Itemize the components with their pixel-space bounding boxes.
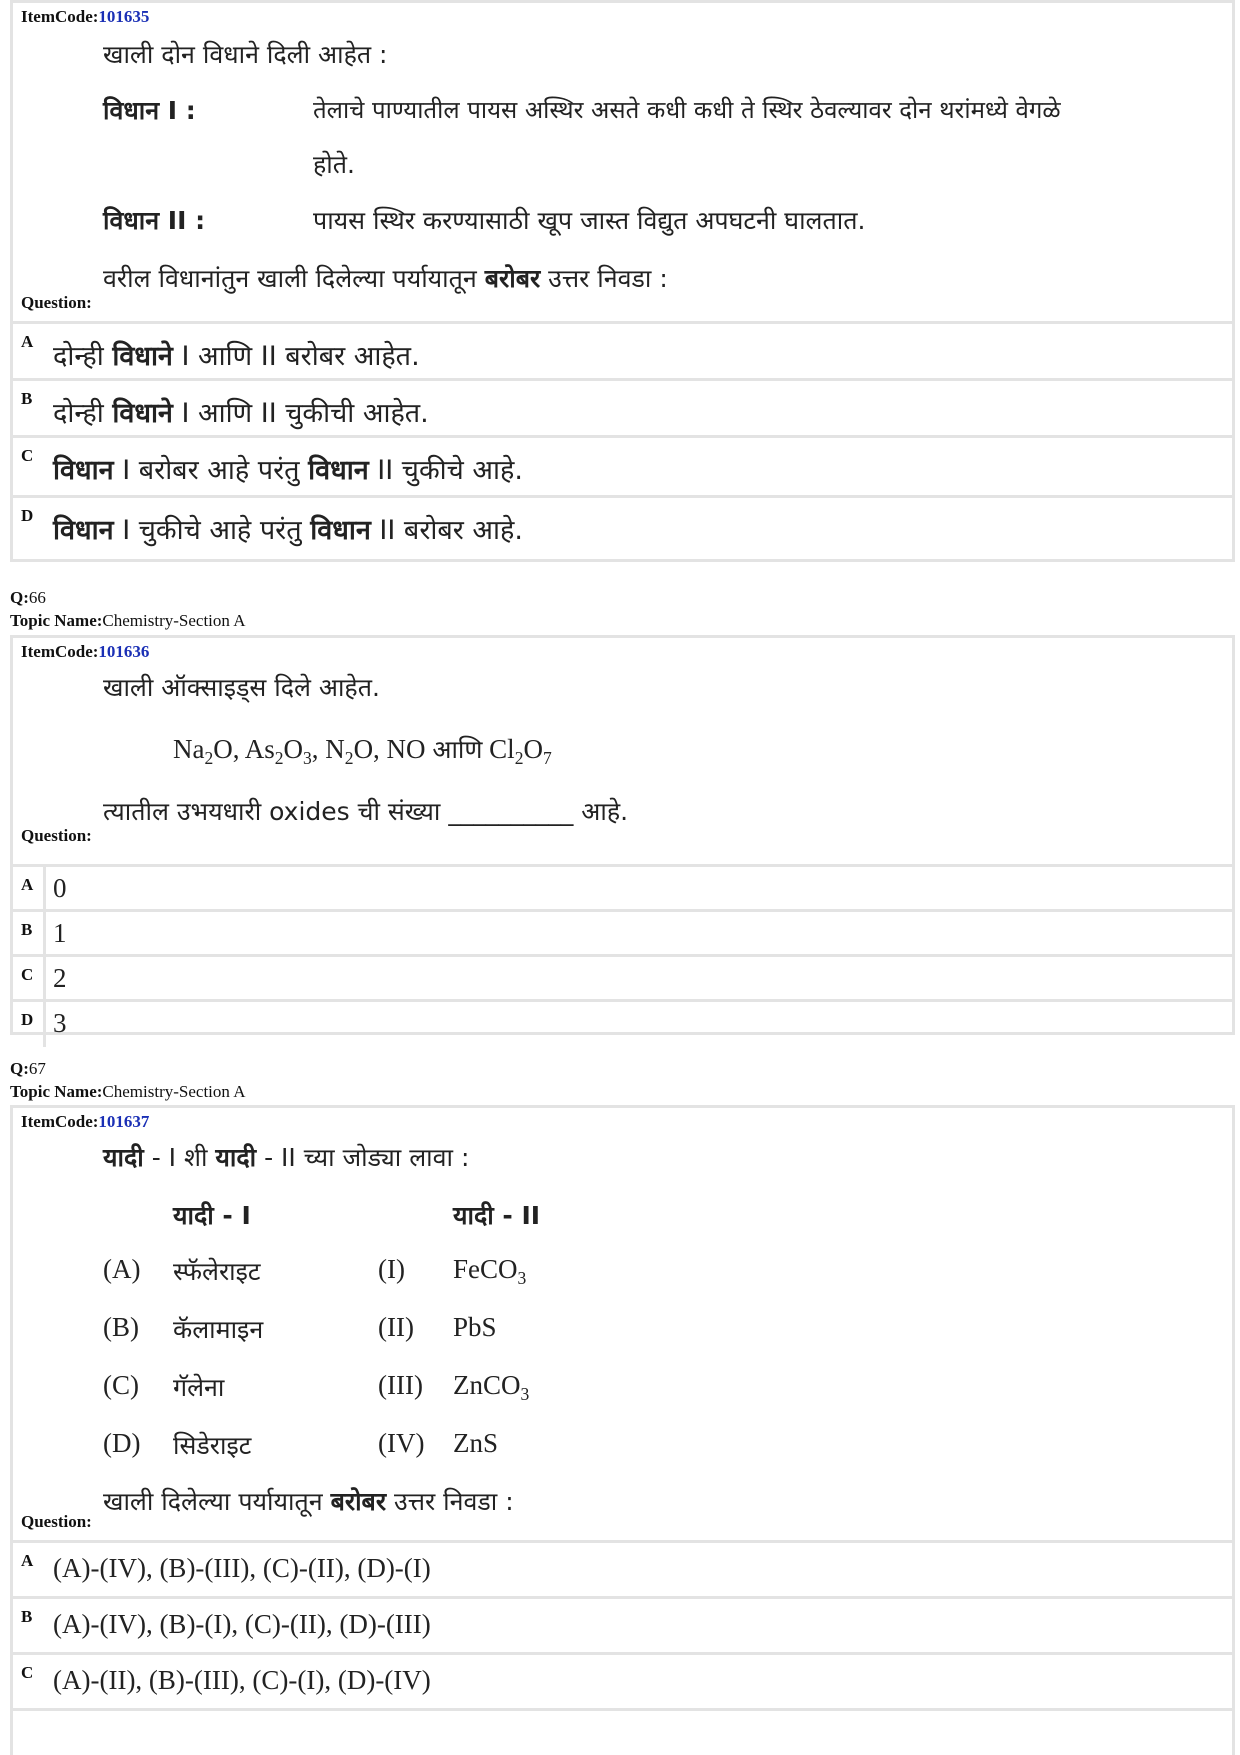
itemcode: ItemCode:101637 xyxy=(21,1112,150,1131)
intro-text: खाली दोन विधाने दिली आहेत : xyxy=(103,40,388,69)
list-2-item-3: ZnCO$_3$ xyxy=(453,1370,530,1404)
question-body xyxy=(13,1134,1232,1540)
itemcode: ItemCode:101635 xyxy=(21,7,150,26)
options-list xyxy=(13,864,1232,1047)
list-2-item-2: PbS xyxy=(453,1312,497,1342)
question-label: Question: xyxy=(21,826,92,845)
itemcode: ItemCode:101636 xyxy=(21,642,150,661)
list-2-label-3: (III) xyxy=(378,1370,423,1400)
option-c[interactable]: C विधान I बरोबर आहे परंतु विधान II चुकीचे आहे. xyxy=(13,438,1232,498)
list-1-label-a: (A) xyxy=(103,1254,141,1284)
itemcode-value: 101636 xyxy=(98,642,150,661)
question-text: खाली दिलेल्या पर्यायातून बरोबर उत्तर निवडा : xyxy=(103,1487,514,1516)
list-2-label-1: (I) xyxy=(378,1254,405,1284)
question-number-66: Q:66 xyxy=(10,588,46,607)
option-c[interactable]: C (A)-(II), (B)-(III), (C)-(I), (D)-(IV) xyxy=(13,1655,1232,1711)
oxides-list: $Na_2O$, $As_2O_3$, $N_2O$, NO आणि $Cl_2O_7$ xyxy=(173,734,552,768)
options-list xyxy=(13,1540,1232,1711)
topic-name-66: Topic Name:Chemistry-Section A xyxy=(10,611,246,630)
list-1-item-b: कॅलामाइन xyxy=(173,1315,264,1344)
option-a[interactable]: A दोन्ही विधाने I आणि II बरोबर आहेत. xyxy=(13,324,1232,381)
list-2-label-4: (IV) xyxy=(378,1428,425,1458)
statement-1-label: विधान I : xyxy=(103,96,196,125)
list-1-item-a: स्फॅलेराइट xyxy=(173,1257,261,1286)
list-2-heading: यादी - II xyxy=(453,1201,541,1230)
question-card-67 xyxy=(10,1105,1235,1755)
question-label: Question: xyxy=(21,293,92,312)
question-card-65 xyxy=(10,0,1235,562)
options-list xyxy=(13,321,1232,558)
statement-2-label: विधान II : xyxy=(103,206,206,235)
option-b[interactable]: B 1 xyxy=(13,912,1232,957)
list-1-label-b: (B) xyxy=(103,1312,139,1342)
statement-1-text-cont: होते. xyxy=(313,150,355,179)
list-2-label-2: (II) xyxy=(378,1312,414,1342)
list-1-item-c: गॅलेना xyxy=(173,1373,225,1402)
option-a[interactable]: A (A)-(IV), (B)-(III), (C)-(II), (D)-(I) xyxy=(13,1543,1232,1599)
intro-text: यादी - I शी यादी - II च्या जोड्या लावा : xyxy=(103,1143,470,1172)
question-text: त्यातील उभयधारी oxides ची संख्या __________ आहे. xyxy=(103,797,629,826)
itemcode-value: 101635 xyxy=(98,7,150,26)
option-b[interactable]: B दोन्ही विधाने I आणि II चुकीची आहेत. xyxy=(13,381,1232,438)
question-text: वरील विधानांतुन खाली दिलेल्या पर्यायातून बरोबर उत्तर निवडा : xyxy=(103,264,668,293)
option-c[interactable]: C 2 xyxy=(13,957,1232,1002)
intro-text: खाली ऑक्साइड्स दिले आहेत. xyxy=(103,673,380,702)
option-b[interactable]: B (A)-(IV), (B)-(I), (C)-(II), (D)-(III) xyxy=(13,1599,1232,1655)
question-number-67: Q:67 xyxy=(10,1059,46,1078)
question-label: Question: xyxy=(21,1512,92,1531)
option-d[interactable]: D विधान I चुकीचे आहे परंतु विधान II बरोबर आहे. xyxy=(21,506,523,546)
list-1-heading: यादी - I xyxy=(173,1201,251,1230)
option-d[interactable]: D 3 xyxy=(13,1002,1232,1047)
question-body xyxy=(13,29,1232,321)
question-card-66 xyxy=(10,635,1235,1038)
list-2-item-4: ZnS xyxy=(453,1428,499,1458)
question-body xyxy=(13,664,1232,864)
statement-2-text: पायस स्थिर करण्यासाठी खूप जास्त विद्युत अपघटनी घालतात. xyxy=(313,206,866,235)
list-1-label-c: (C) xyxy=(103,1370,139,1400)
list-1-label-d: (D) xyxy=(103,1428,141,1458)
list-1-item-d: सिडेराइट xyxy=(173,1431,252,1460)
topic-name-67: Topic Name:Chemistry-Section A xyxy=(10,1082,246,1101)
option-a[interactable]: A 0 xyxy=(13,867,1232,912)
statement-1-text: तेलाचे पाण्यातील पायस अस्थिर असते कधी कधी ते स्थिर ठेवल्यावर दोन थरांमध्ये वेगळे xyxy=(313,96,1061,124)
list-2-item-1: FeCO$_3$ xyxy=(453,1254,527,1288)
itemcode-value: 101637 xyxy=(98,1112,150,1131)
